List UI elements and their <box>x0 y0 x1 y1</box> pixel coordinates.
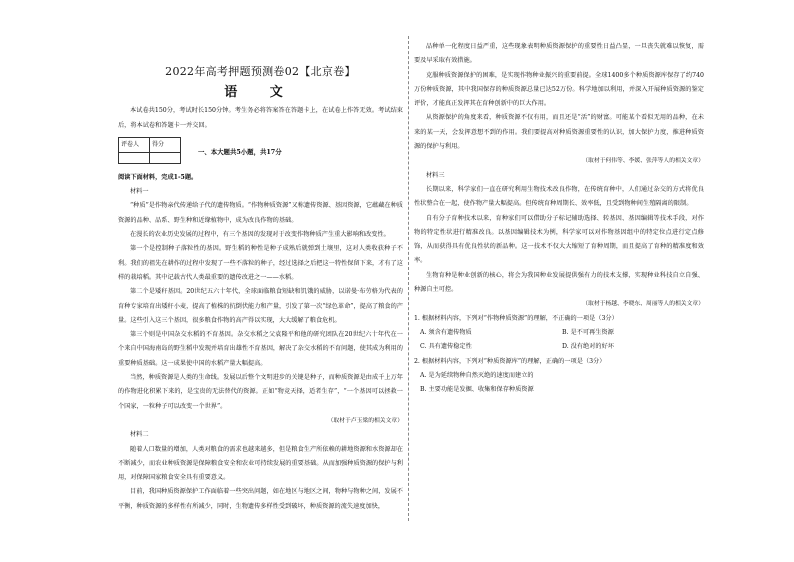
question-1-option-a[interactable]: A. 须含有遗传物质 <box>420 328 472 336</box>
material1-label: 材料一 <box>130 188 149 196</box>
material1-paragraph: 第一个是控制种子落粒性的基因。野生稻的种性是种子成熟后就弹到土壤里，这对人类收获种子不利。我们的祖先在耕作的过程中发现了一些不落粒的种子，经过选择之后把这一特性保留下来，才有了这样的栽培稻。其中记载古代人类最重要的遗传改进之一——水稻。 <box>118 245 403 281</box>
material2-continuation: 从资源保护的角度来看，种质资源不仅有用，而且还是“活”的财富。可能某个看似无用的品种，在未来的某一天，会发挥意想不到的作用。我们要提高对种质资源重要性的认识，加大保护力度，推进种质资源的保护与利用。 <box>414 114 704 151</box>
score-table-score: 得分 <box>150 137 181 152</box>
material3-paragraph: 自有分子育种技术以来，育种家们可以借助分子标记辅助选择、转基因、基因编辑等技术手段，对作物的特定性状进行精准改良。以基因编辑技术为例，科学家可以对作物基因组中的特定位点进行定点修饰，从而获得具有优良性状的新品种。这一技术不仅大大缩短了育种周期，而且提高了育种的精准度和效率。 <box>414 214 704 265</box>
material2-label: 材料二 <box>130 431 149 439</box>
score-table <box>118 137 181 164</box>
material2-continuation: 克服种质资源保护的困难，是实现作物种业振兴的重要前提。全球1400多个种质资源库保存了约740万份种质资源，其中我国保存的种质资源总量已达52万份。科学地加以利用，并深入开展种质资源的鉴定评价，才能真正发挥其在育种创新中的巨大作用。 <box>414 71 704 108</box>
section-title: 一、本大题共5小题，共17分 <box>198 147 282 156</box>
left-column <box>118 40 403 514</box>
material1-paragraph: 第三个则是中国杂交水稻的不育基因。杂交水稻之父袁隆平和他的研究团队在20世纪六十年代在一个来自中国海南岛的野生稻中发现并培育出雄性不育基因，解决了杂交水稻的不育问题，使其成为利用的重要种质基础。这一成果使中国的水稻产量大幅提高。 <box>118 331 403 367</box>
material2-source: （取材于何伟等、李媛、张萍等人的相关文章） <box>582 158 704 165</box>
material2-continuation: 品种单一化程度日益严重，这些现象表明种质资源保护的重要性日益凸显，一旦丧失就难以恢复，需要及早采取有效措施。 <box>414 43 704 65</box>
question-1-options-row <box>414 340 704 354</box>
question-1-option-b[interactable]: B. 是不可再生资源 <box>562 328 614 336</box>
material2-paragraph: 目前，我国种质资源保护工作面临着一些突出问题，如在地区与地区之间，物种与物种之间，发展不平衡，种质资源的多样性有所减少，同时，生物遗传多样性受到破坏，种质资源的流失速度加快， <box>118 488 403 510</box>
material3-paragraph: 长期以来，科学家们一直在研究利用生物技术改良作物，在传统育种中，人们通过杂交的方式将优良性状整合在一起，使作物产量大幅提高。但传统育种周期长、效率低，且受到物种间生殖隔离的限制。 <box>414 185 704 208</box>
question-2-stem: 2. 根据材料内容，下列对“种质资源库”的理解，正确的一项是（3分） <box>414 357 606 365</box>
score-table-cell[interactable] <box>150 153 181 164</box>
material1-paragraph: 第二个是矮秆基因。20世纪五六十年代，全球面临粮食短缺和饥饿的威胁，以诺曼·布劳格为代表的育种专家培育出矮秆小麦，提高了植株的抗倒伏能力和产量，引发了第一次“绿色革命”，提高了粮食的产量。这些引入这三个基因，很多粮食作物的高产得以实现，大大缓解了粮食危机。 <box>118 288 403 324</box>
material2-paragraph: 随着人口数量的增加，人类对粮食的需求也越来越多，但是粮食生产所依赖的耕地资源和水资源却在不断减少，而农业种质资源是保障粮食安全和农业可持续发展的重要基础。从而加强种质资源的保护与利用，对保障国家粮食安全具有重要意义。 <box>118 445 403 482</box>
question-2-option-b[interactable]: B. 主要功能是发掘、收集和保存种质资源 <box>420 386 534 394</box>
material1-paragraph: 在漫长的农业历史发展的过程中，有三个基因的发现对于改变作物种质产生重大影响和改变性。 <box>130 231 390 239</box>
question-1-option-c[interactable]: C. 具有遗传稳定性 <box>420 343 472 351</box>
exam-title: 2022年高考押题预测卷02【北京卷】 <box>165 65 356 78</box>
question-2-option-a[interactable]: A. 是为延续物种自然灭绝的速度而建立的 <box>420 371 534 379</box>
reading-prompt: 阅读下面材料，完成1-5题。 <box>118 173 198 181</box>
material1-source: （取材于卢玉梁的相关文章） <box>327 417 403 424</box>
score-table-grader: 评卷人 <box>119 137 150 152</box>
column-divider <box>408 36 409 521</box>
material3-paragraph: 生物育种是种业创新的核心，将会为我国种业发展提供强有力的技术支撑，实现种业科技自立自强、种源自主可控。 <box>414 271 704 294</box>
instructions: 本试卷共150分，考试时长150分钟。考生务必将答案答在答题卡上，在试卷上作答无效。考试结束后，将本试卷和答题卡一并交回。 <box>118 107 403 129</box>
subject-title: 语 文 <box>224 85 297 100</box>
question-1-option-d[interactable]: D. 没有绝对的好坏 <box>562 343 614 351</box>
material3-source: （取材于杨越、李晓东、周丽等人的相关文章） <box>582 301 704 308</box>
material1-paragraph: “种质”是作物亲代传递给子代的遗传物质。“作物种质资源”又称遗传资源、基因资源，它蕴藏在种质资源的品种、品系、野生种和近缘植物中，成为改良作物的基础。 <box>118 202 403 224</box>
question-1-options-row <box>414 326 704 340</box>
question-1-stem: 1. 根据材料内容，下列对“作物种质资源”的理解，不正确的一项是（3分） <box>414 314 618 322</box>
material3-label: 材料三 <box>426 171 445 179</box>
score-table-cell[interactable] <box>119 153 150 164</box>
right-column <box>414 40 704 397</box>
score-section <box>118 135 403 167</box>
material1-paragraph: 当然，种质资源是人类的生命线。发展以后整个文明进步的关键是种子，而种质资源是由成千上万年的作物进化积累下来的，是宝贵的无法替代的资源。正如“物竞天择，适者生存”，“一个基因可以拯救一个国家，一粒种子可以改变一个世界”。 <box>118 374 403 410</box>
